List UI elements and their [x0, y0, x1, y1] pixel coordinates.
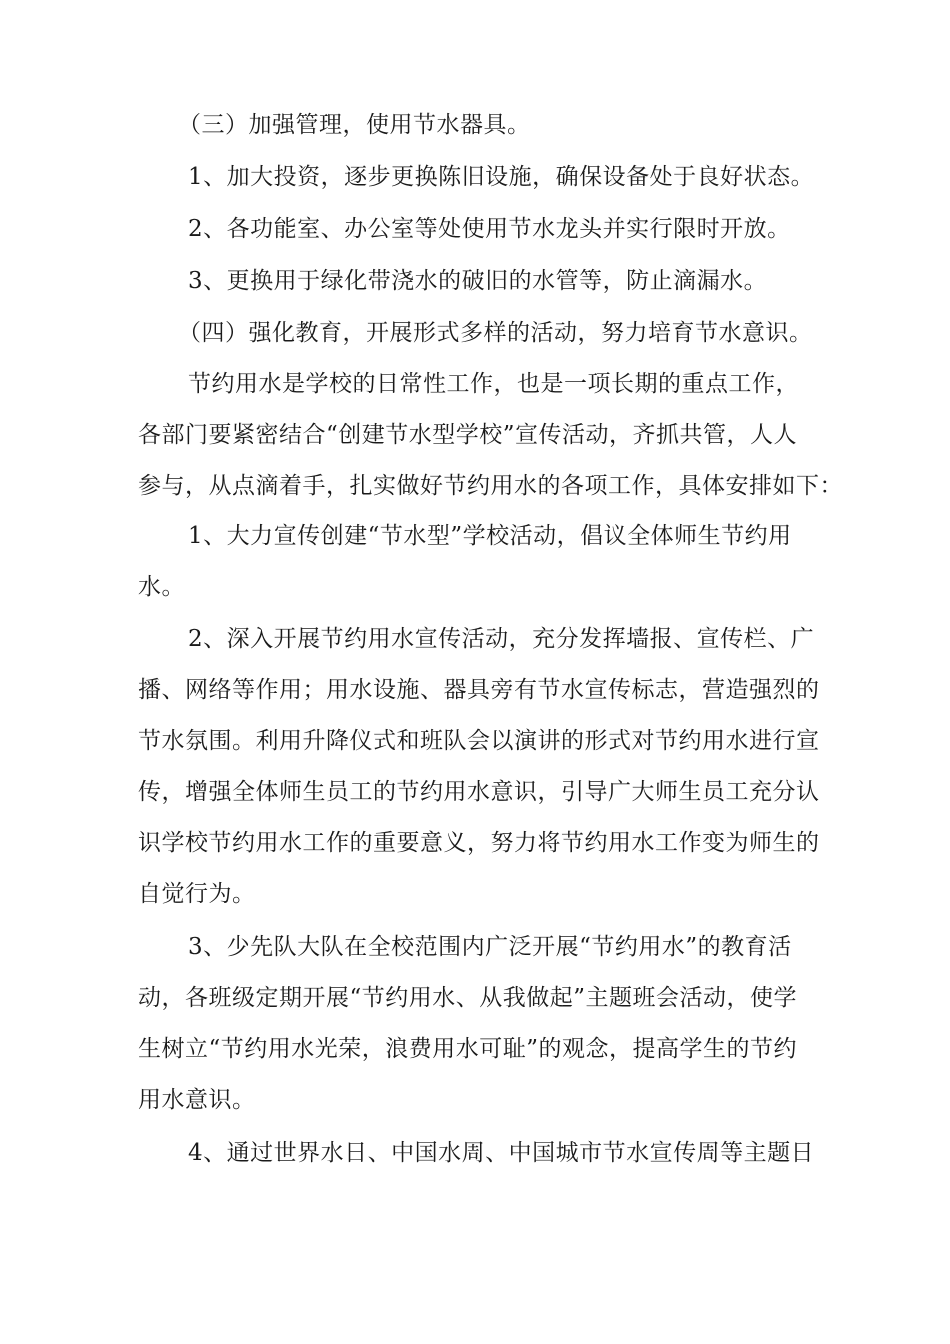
- list-item-2-line: 识学校节约用水工作的重要意义，努力将节约用水工作变为师生的: [138, 830, 820, 856]
- list-item-2-line: 传，增强全体师生员工的节约用水意识，引导广大师生员工充分认: [138, 779, 820, 805]
- list-item-3-line: 用水意识。: [138, 1087, 256, 1113]
- list-item-3-line: 3、少先队大队在全校范围内广泛开展“节约用水”的教育活: [188, 934, 792, 960]
- list-item-1-line: 水。: [138, 574, 185, 600]
- section-heading-3: （三）加强管理，使用节水器具。: [178, 112, 531, 138]
- paragraph-line: 参与，从点滴着手，扎实做好节约用水的各项工作，具体安排如下：: [138, 473, 843, 499]
- list-item-2: 2、各功能室、办公室等处使用节水龙头并实行限时开放。: [188, 216, 791, 242]
- section-heading-4: （四）强化教育，开展形式多样的活动，努力培育节水意识。: [178, 320, 813, 346]
- list-item-3-line: 动，各班级定期开展“节约用水、从我做起”主题班会活动，使学: [138, 985, 798, 1011]
- list-item-2-line: 2、深入开展节约用水宣传活动，充分发挥墙报、宣传栏、广: [188, 626, 815, 652]
- list-item-2-line: 自觉行为。: [138, 881, 256, 907]
- list-item-3-line: 生树立“节约用水光荣，浪费用水可耻”的观念，提高学生的节约: [138, 1036, 798, 1062]
- paragraph-line: 各部门要紧密结合“创建节水型学校”宣传活动，齐抓共管，人人: [138, 422, 798, 448]
- list-item-2-line: 播、网络等作用；用水设施、器具旁有节水宣传标志，营造强烈的: [138, 677, 820, 703]
- list-item-1: 1、加大投资，逐步更换陈旧设施，确保设备处于良好状态。: [188, 164, 815, 190]
- list-item-4-line: 4、通过世界水日、中国水周、中国城市节水宣传周等主题日: [188, 1140, 815, 1166]
- list-item-2-line: 节水氛围。利用升降仪式和班队会以演讲的形式对节约用水进行宣: [138, 728, 820, 754]
- list-item-1-line: 1、大力宣传创建“节水型”学校活动，倡议全体师生节约用: [188, 523, 792, 549]
- paragraph-line: 节约用水是学校的日常性工作，也是一项长期的重点工作，: [188, 371, 799, 397]
- list-item-3: 3、更换用于绿化带浇水的破旧的水管等，防止滴漏水。: [188, 268, 768, 294]
